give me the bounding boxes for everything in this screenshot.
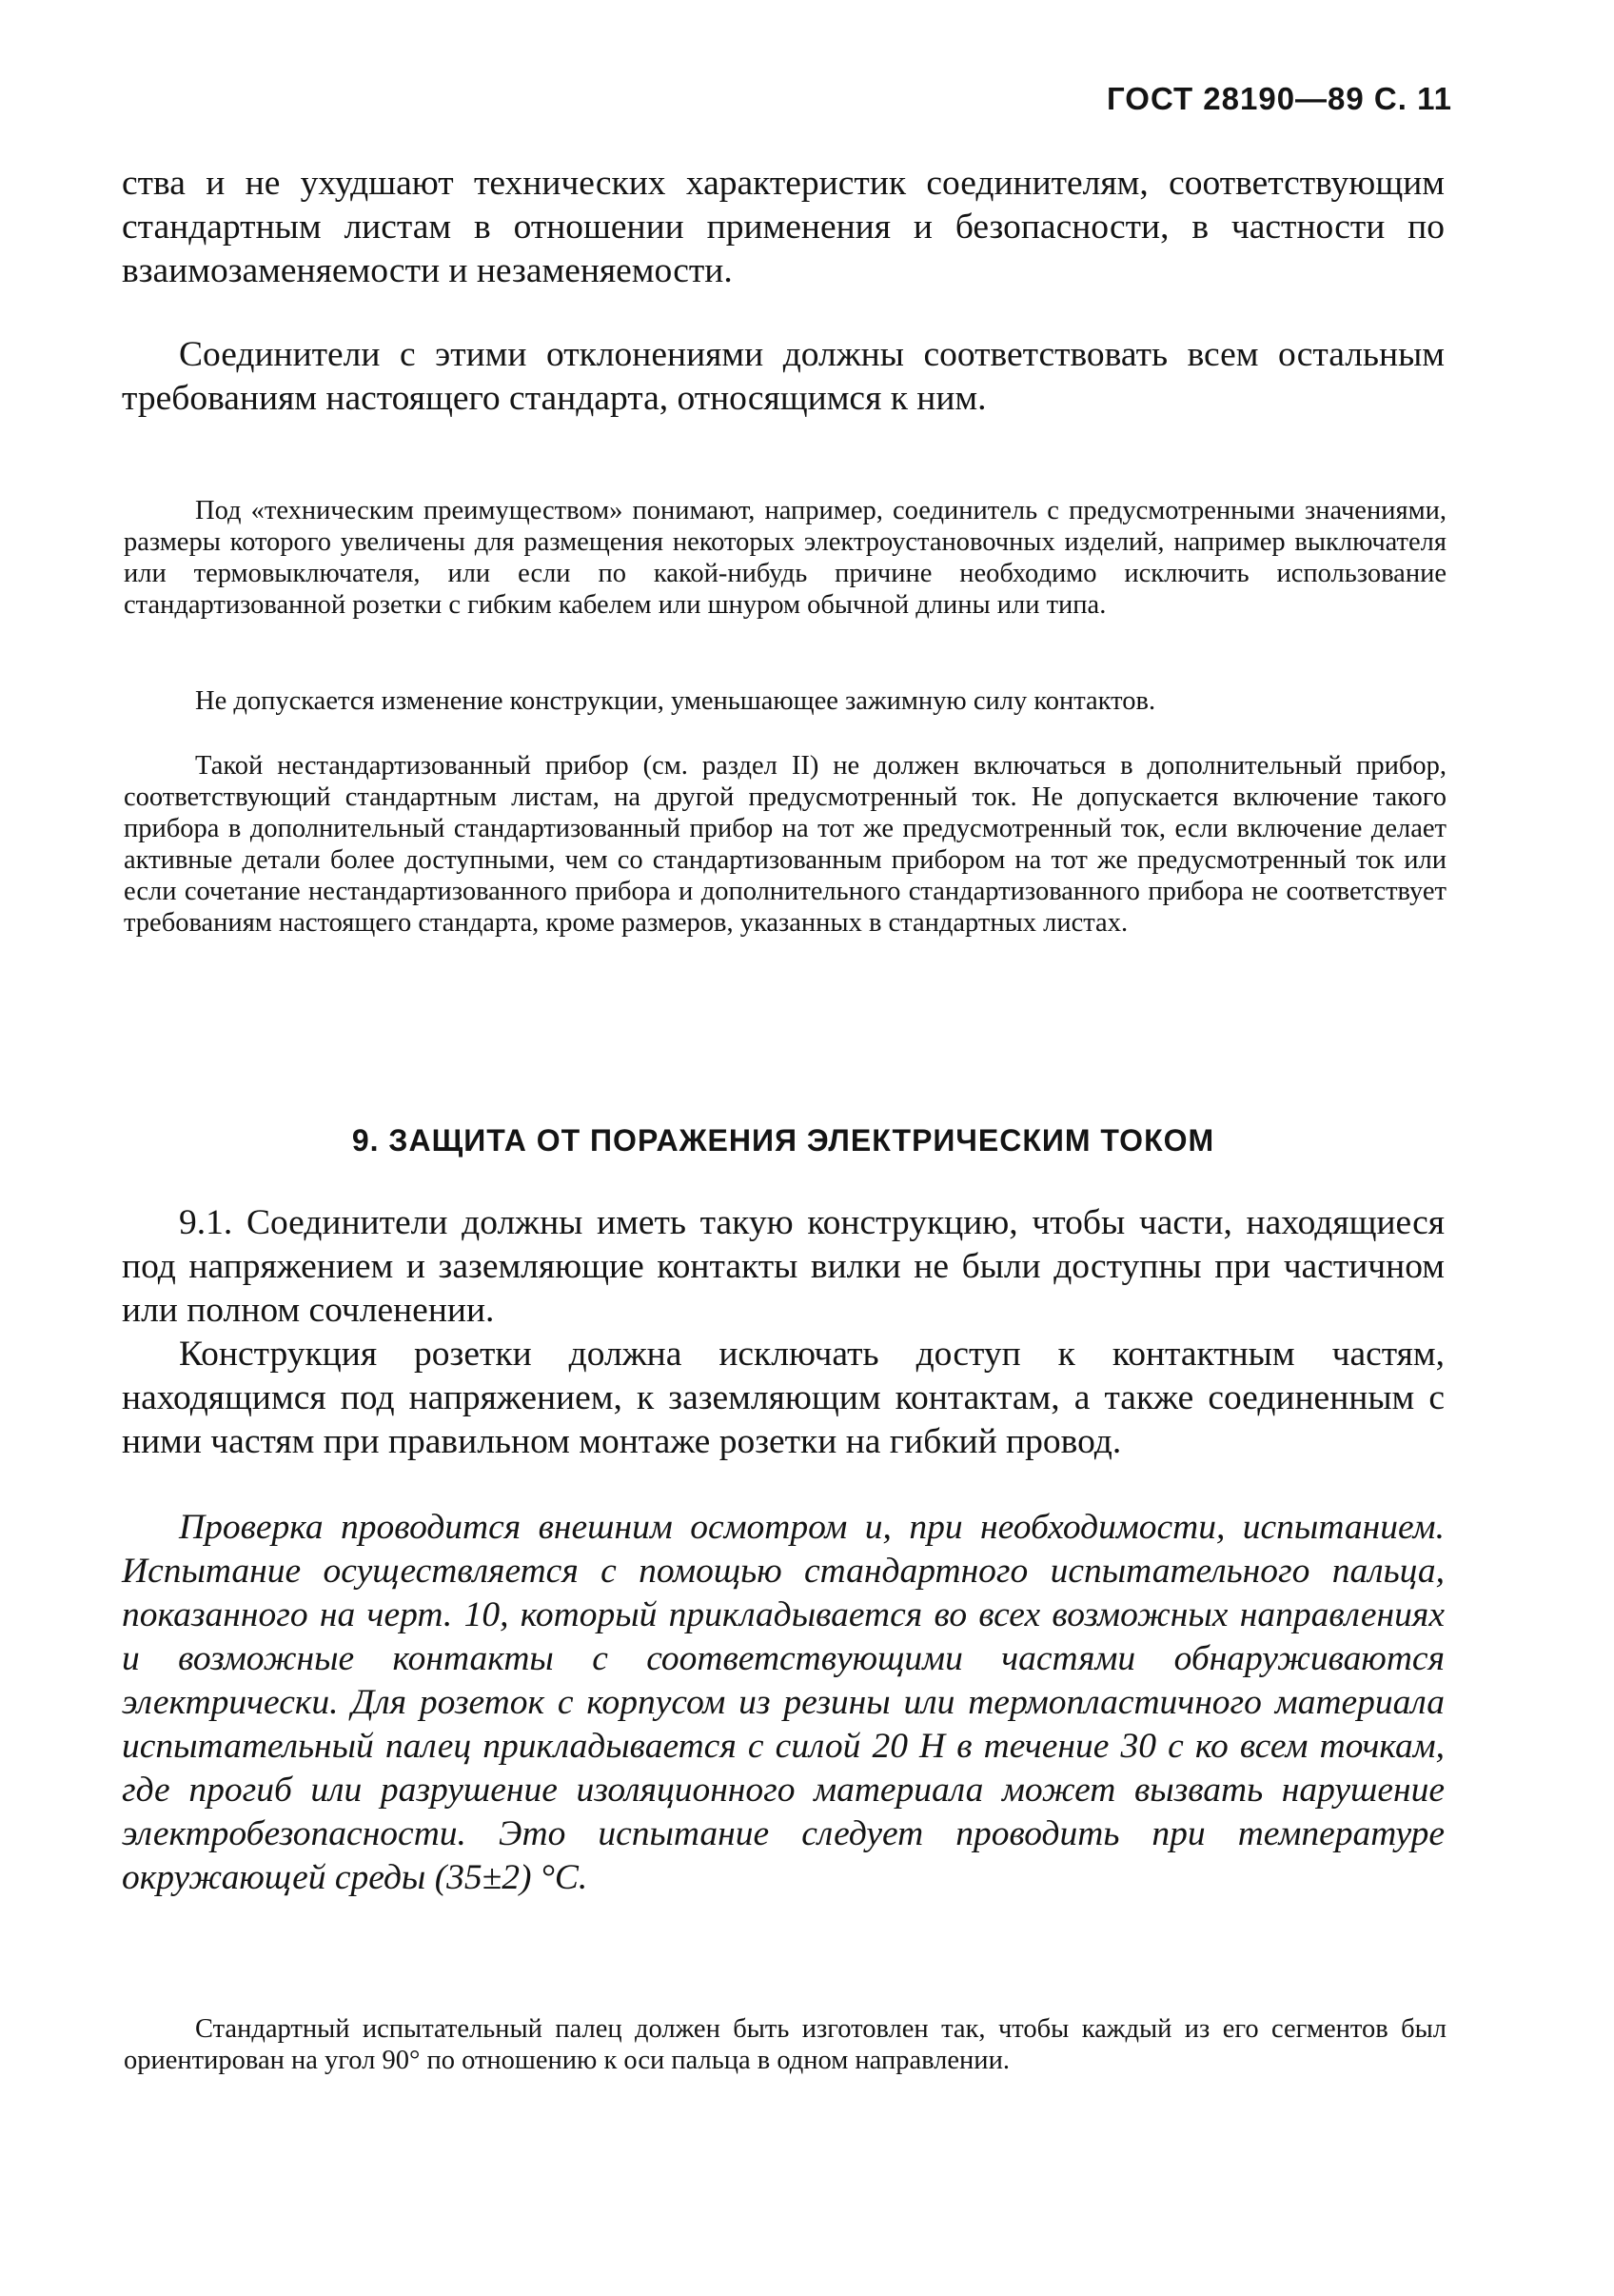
note-clamping-force: Не допускается изменение конструкции, уменьшающее зажимную силу контактов.	[195, 686, 1156, 716]
section-heading: 9. ЗАЩИТА ОТ ПОРАЖЕНИЯ ЭЛЕКТРИЧЕСКИМ ТОКОМ	[351, 1123, 1215, 1158]
footnote-test-finger: Стандартный испытательный палец должен быть изготовлен так, чтобы каждый из его сегментов был ориентирован на угол 90° по отношению к оси пальца в одном направлении.	[124, 2014, 1447, 2075]
intro-paragraph-deviations: Соединители с этими отклонениями должны соответствовать всем остальным требованиям настоящего стандарта, относящимся к ним.	[122, 335, 1445, 418]
clause-9-1: 9.1. Соединители должны иметь такую конструкцию, чтобы части, находящиеся под напряжением и заземляющие контакты вилки не были доступны при частичном или полном сочленении.	[122, 1203, 1445, 1330]
intro-paragraph-continued: ства и не ухудшают технических характеристик соединителям, соответствующим стандартным листам в отношении применения и безопасности, в частности по взаимозаменяемости и незаменяемости.	[122, 164, 1445, 290]
note-technical-advantage: Под «техническим преимуществом» понимают, например, соединитель с предусмотренными значениями, размеры которого увеличены для размещения некоторых электроустановочных изделий, например выключателя или термовыключателя, или если по какой-нибудь причине необходимо исключить использование стандартизованной розетки с гибким кабелем или шнуром обычной длины или типа.	[124, 496, 1447, 620]
running-header: ГОСТ 28190—89 С. 11	[1107, 81, 1452, 116]
note-non-standard-device: Такой нестандартизованный прибор (см. раздел II) не должен включаться в дополнительный прибор, соответствующий стандартным листам, на другой предусмотренный ток. Не допускается включение такого прибора в дополнительный стандартизованный прибор на тот же предусмотренный ток, если включение делает активные детали более доступными, чем со стандартизованным прибором на тот же предусмотренный ток или если сочетание нестандартизованного прибора и дополнительного стандартизованного прибора не соответствует требованиям настоящего стандарта, кроме размеров, указанных в стандартных листах.	[124, 751, 1447, 938]
paragraph-socket-construction: Конструкция розетки должна исключать доступ к контактным частям, находящимся под напряжением, к заземляющим контактам, а также соединенным с ними частям при правильном монтаже розетки на гибкий провод.	[122, 1335, 1445, 1461]
paragraph-test-procedure: Проверка проводится внешним осмотром и, при необходимости, испытанием. Испытание осуществляется с помощью стандартного испытательного пальца, показанного на черт. 10, который прикладывается во всех возможных направлениях и возможные контакты с соответствующими частями обнаруживаются электрически. Для розеток с корпусом из резины или термопластичного материала испытательный палец прикладывается с силой 20 Н в течение 30 с ко всем точкам, где прогиб или разрушение изоляционного материала может вызвать нарушение электробезопасности. Это испытание следует проводить при температуре окружающей среды (35±2) °С.	[122, 1508, 1445, 1897]
